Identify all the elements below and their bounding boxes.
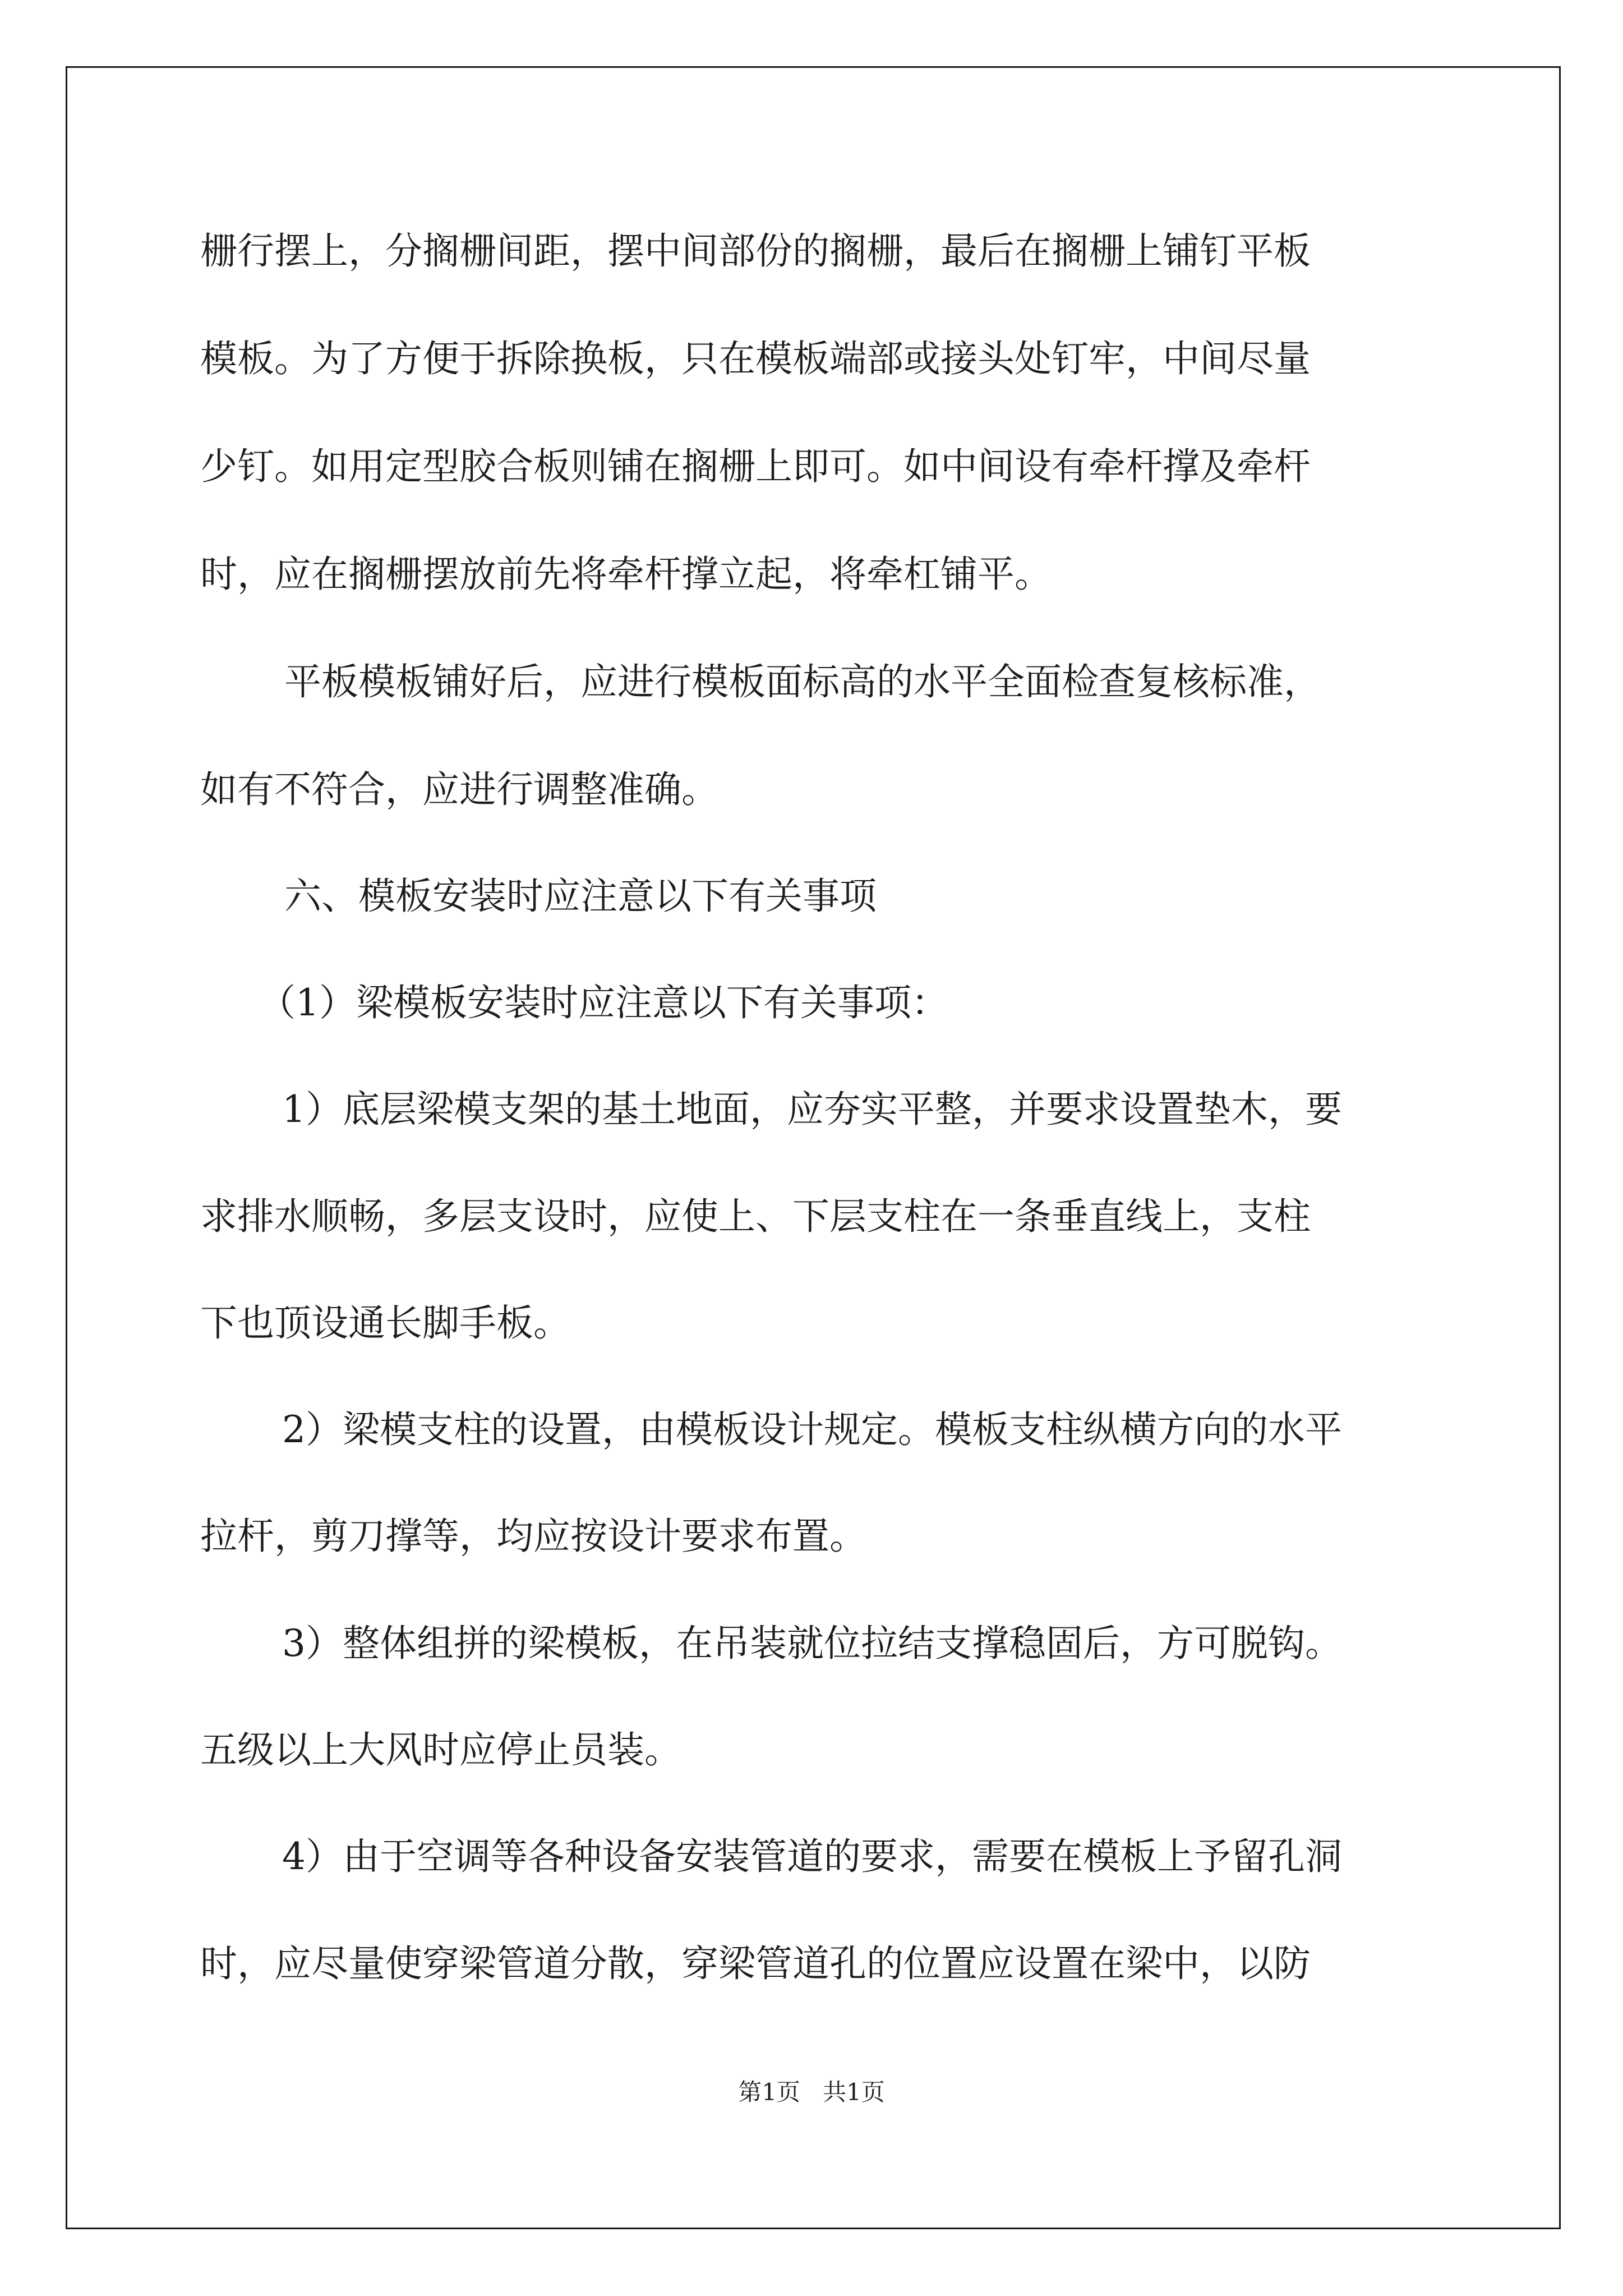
page-footer — [0, 2078, 1623, 2106]
page-total: 共1页 — [823, 2078, 885, 2106]
text-line: 4）由于空调等各种设备安装管道的要求，需要在模板上予留孔洞 — [282, 1835, 1342, 1878]
text-line: 模板。为了方便于拆除换板，只在模板端部或接头处钉牢，中间尽量 — [200, 337, 1311, 380]
text-line: 3）整体组拼的梁模板，在吊装就位拉结支撑稳固后，方可脱钩。 — [282, 1622, 1342, 1665]
page-frame — [66, 66, 1561, 2229]
text-line: 时，应尽量使穿梁管道分散，穿梁管道孔的位置应设置在梁中，以防 — [200, 1942, 1311, 1985]
text-line: 2）梁模支柱的设置，由模板设计规定。模板支柱纵横方向的水平 — [282, 1408, 1342, 1451]
page-number: 第1页 — [738, 2078, 800, 2106]
text-line: 1）底层梁模支架的基土地面，应夯实平整，并要求设置垫木，要 — [282, 1088, 1342, 1131]
text-line: 五级以上大风时应停止员装。 — [200, 1728, 681, 1772]
text-line: 下也顶设通长脚手板。 — [200, 1301, 570, 1345]
text-line: 求排水顺畅，多层支设时，应使上、下层支柱在一条垂直线上，支柱 — [200, 1195, 1311, 1238]
text-line: 少钉。如用定型胶合板则铺在搁栅上即可。如中间设有牵杆撑及牵杆 — [200, 445, 1311, 488]
subsection-heading: （1）梁模板安装时应注意以下有关事项： — [259, 981, 948, 1024]
text-line: 栅行摆上，分搁栅间距，摆中间部份的搁栅，最后在搁栅上铺钉平板 — [200, 229, 1311, 273]
text-line: 平板模板铺好后，应进行模板面标高的水平全面检查复核标准， — [284, 660, 1321, 703]
text-line: 拉杆，剪刀撑等，均应按设计要求布置。 — [200, 1515, 866, 1558]
text-line: 如有不符合，应进行调整准确。 — [200, 768, 718, 811]
text-line: 时，应在搁栅摆放前先将牵杆撑立起，将牵杠铺平。 — [200, 553, 1052, 596]
section-heading: 六、模板安装时应注意以下有关事项 — [284, 875, 877, 918]
